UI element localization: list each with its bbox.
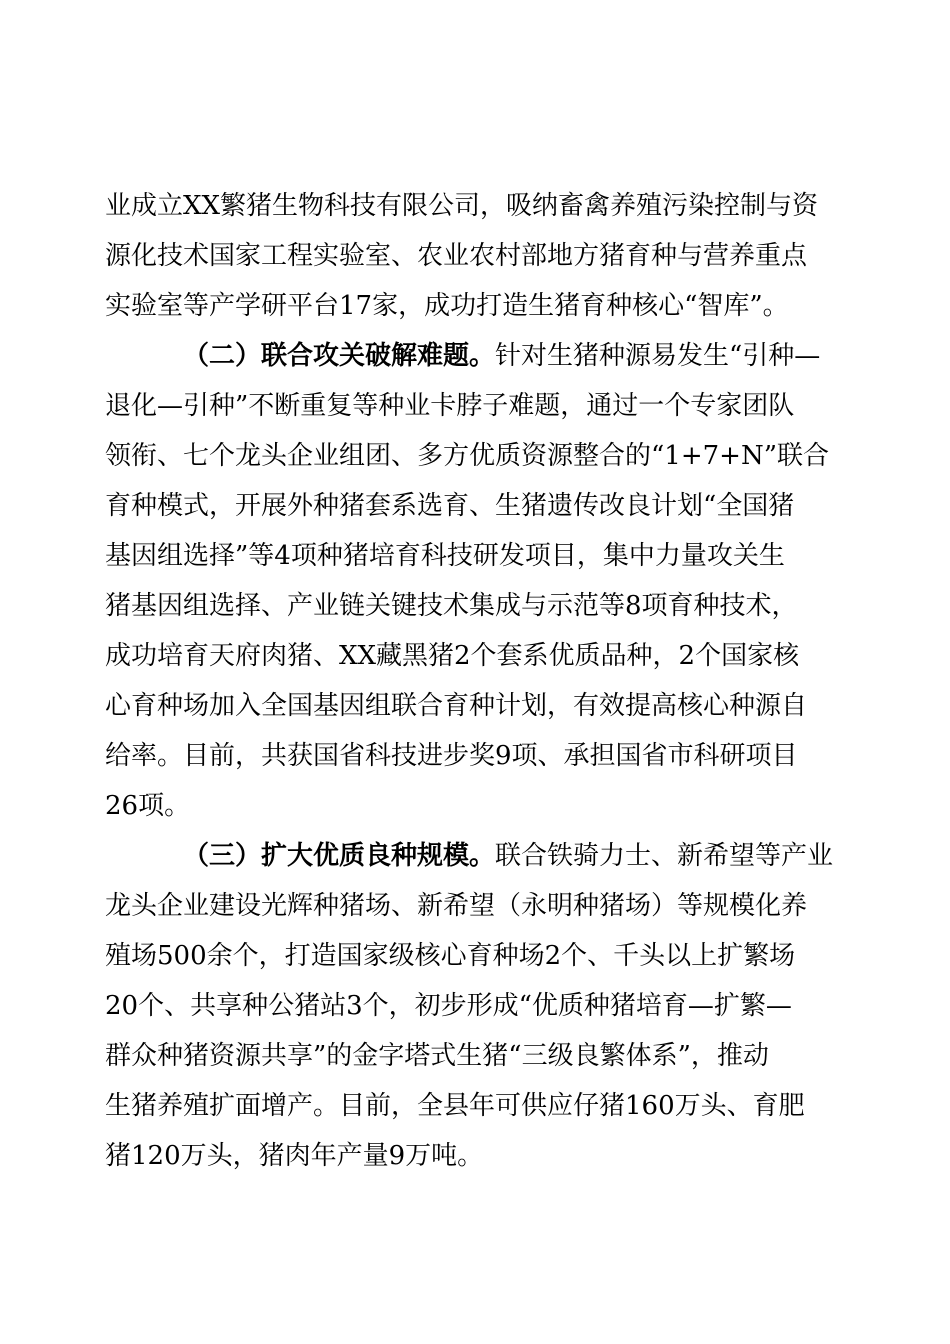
paragraph-3-line-7: 猪120万头，猪肉年产量9万吨。 <box>105 1141 484 1171</box>
paragraph-2-line-9: 给率。目前，共获国省科技进步奖9项、承担国省市科研项目 <box>105 741 798 771</box>
paragraph-2-line-7: 成功培育天府肉猪、XX藏黑猪2个套系优质品种，2个国家核 <box>105 641 800 671</box>
paragraph-3-line-6: 生猪养殖扩面增产。目前，全县年可供应仔猪160万头、育肥 <box>105 1091 805 1121</box>
paragraph-2-line-2: 退化—引种”不断重复等种业卡脖子难题，通过一个专家团队 <box>105 391 795 421</box>
paragraph-3-line-3: 殖场500余个，打造国家级核心育种场2个、千头以上扩繁场 <box>105 941 796 971</box>
paragraph-3-lead: 联合铁骑力士、新希望等产业 <box>495 841 834 871</box>
paragraph-2-lead: 针对生猪种源易发生“引种— <box>495 341 821 371</box>
paragraph-1-line-2: 源化技术国家工程实验室、农业农村部地方猪育种与营养重点 <box>105 241 808 271</box>
paragraph-2-line-5: 基因组选择”等4项种猪培育科技研发项目，集中力量攻关生 <box>105 541 785 571</box>
section-heading-2: （二）联合攻关破解难题。 <box>183 341 496 371</box>
paragraph-3-line-4: 20个、共享种公猪站3个，初步形成“优质种猪培育—扩繁— <box>105 991 792 1021</box>
section-heading-3: （三）扩大优质良种规模。 <box>183 841 496 871</box>
paragraph-3-line-2: 龙头企业建设光辉种猪场、新希望（永明种猪场）等规模化养 <box>105 891 808 921</box>
paragraph-2-line-1 <box>183 338 950 374</box>
paragraph-2-line-3: 领衔、七个龙头企业组团、多方优质资源整合的“1+7+N”联合 <box>105 441 829 471</box>
paragraph-1-line-3: 实验室等产学研平台17家，成功打造生猪育种核心“智库”。 <box>105 291 789 321</box>
paragraph-2-line-4: 育种模式，开展外种猪套系选育、生猪遗传改良计划“全国猪 <box>105 491 795 521</box>
paragraph-2-line-6: 猪基因组选择、产业链关键技术集成与示范等8项育种技术， <box>105 591 798 621</box>
paragraph-2-line-10: 26项。 <box>105 791 191 821</box>
paragraph-2-line-8: 心育种场加入全国基因组联合育种计划，有效提高核心种源自 <box>105 691 808 721</box>
paragraph-1-line-1: 业成立XX繁猪生物科技有限公司，吸纳畜禽养殖污染控制与资 <box>105 191 819 221</box>
paragraph-3-line-5: 群众种猪资源共享”的金字塔式生猪“三级良繁体系”，推动 <box>105 1041 769 1071</box>
paragraph-3-line-1 <box>183 838 950 874</box>
